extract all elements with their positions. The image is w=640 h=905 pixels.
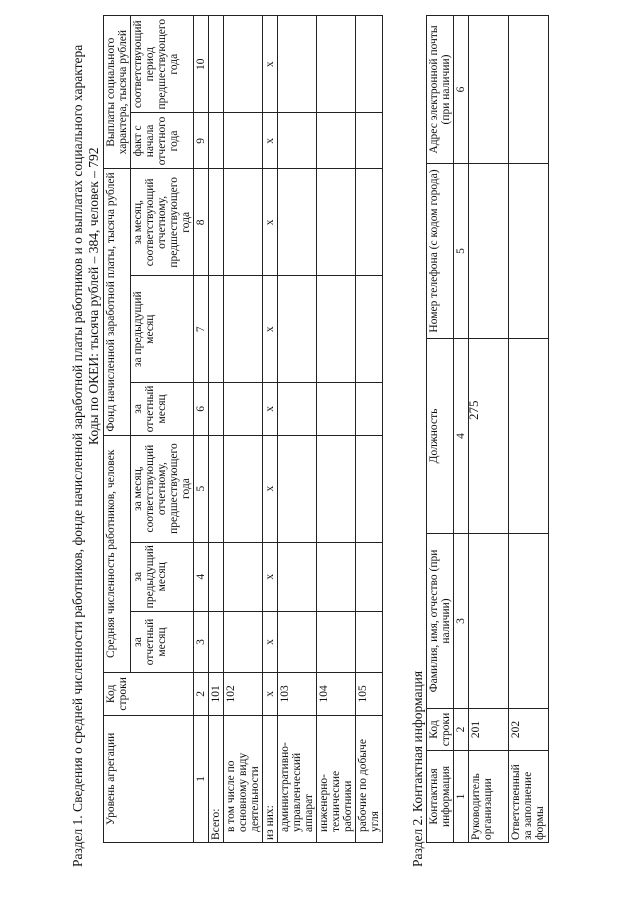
col-number: 9 (194, 113, 209, 169)
cell[interactable] (317, 276, 356, 383)
cell: х (263, 611, 278, 672)
section2-table (426, 15, 549, 843)
cell[interactable] (356, 16, 383, 113)
cell[interactable] (209, 383, 224, 436)
table-row (469, 16, 509, 843)
table-row (224, 16, 263, 843)
header-col8: за месяц, соответствующий отчетному, предшествующего года (131, 169, 194, 276)
cell: х (263, 169, 278, 276)
header-email: Адрес электронной почты (при наличии) (427, 16, 454, 164)
cell[interactable] (278, 611, 317, 672)
cell[interactable] (317, 16, 356, 113)
row-code: 201 (469, 709, 509, 751)
cell[interactable] (278, 169, 317, 276)
cell[interactable] (224, 169, 263, 276)
table-row (317, 16, 356, 843)
cell[interactable] (224, 383, 263, 436)
header-col10: соответствующий период предшествующего года (131, 16, 194, 113)
cell[interactable] (209, 542, 224, 611)
header-row-code: Код строки (427, 709, 454, 751)
cell: х (263, 383, 278, 436)
cell[interactable] (224, 542, 263, 611)
cell[interactable] (509, 164, 549, 339)
header-col7: за предыдущий месяц (131, 276, 194, 383)
page-number: 275 (466, 400, 481, 420)
col-number: 7 (194, 276, 209, 383)
cell[interactable] (356, 276, 383, 383)
row-label: инженерно-технические работники (317, 715, 356, 842)
row-code: 101 (209, 673, 224, 716)
cell[interactable] (209, 276, 224, 383)
cell[interactable] (356, 383, 383, 436)
cell[interactable] (278, 542, 317, 611)
col-number: 1 (194, 715, 209, 842)
cell: х (263, 542, 278, 611)
cell[interactable] (356, 169, 383, 276)
cell[interactable] (278, 276, 317, 383)
cell: х (263, 276, 278, 383)
header-row-code: Код строки (104, 673, 194, 716)
header-col5: за месяц, соответствующий отчетному, предшествующего года (131, 435, 194, 542)
cell: х (263, 435, 278, 542)
cell[interactable] (224, 113, 263, 169)
cell[interactable] (469, 164, 509, 339)
cell[interactable] (278, 383, 317, 436)
cell[interactable] (278, 16, 317, 113)
cell[interactable] (356, 611, 383, 672)
cell[interactable] (469, 16, 509, 164)
header-col3: за отчетный месяц (131, 611, 194, 672)
header-agg-level: Уровень агрегации (104, 715, 194, 842)
row-label: Руководитель организации (469, 751, 509, 843)
cell: х (263, 113, 278, 169)
cell[interactable] (469, 339, 509, 534)
cell[interactable] (224, 435, 263, 542)
cell[interactable] (356, 113, 383, 169)
cell[interactable] (317, 169, 356, 276)
cell[interactable] (317, 383, 356, 436)
cell[interactable] (224, 611, 263, 672)
header-col9: факт с начала отчетного года (131, 113, 194, 169)
cell[interactable] (356, 435, 383, 542)
row-label: рабочие по добыче угля (356, 715, 383, 842)
row-code: х (263, 673, 278, 716)
cell[interactable] (209, 611, 224, 672)
cell[interactable] (317, 113, 356, 169)
col-number: 5 (194, 435, 209, 542)
col-number: 2 (454, 709, 469, 751)
cell[interactable] (209, 113, 224, 169)
row-label: из них: (263, 715, 278, 842)
cell[interactable] (317, 611, 356, 672)
row-label: Всего: (209, 715, 224, 842)
col-number: 6 (194, 383, 209, 436)
cell[interactable] (278, 113, 317, 169)
cell[interactable] (278, 435, 317, 542)
header-avg-count: Средняя численность работников, человек (104, 435, 131, 672)
cell[interactable] (469, 534, 509, 709)
cell[interactable] (509, 16, 549, 164)
col-number: 3 (194, 611, 209, 672)
row-label: административно-управленческий аппарат (278, 715, 317, 842)
row-code: 202 (509, 709, 549, 751)
cell: х (263, 16, 278, 113)
cell[interactable] (317, 542, 356, 611)
cell[interactable] (356, 542, 383, 611)
table-row (356, 16, 383, 843)
section2-title: Раздел 2. Контактная информация (410, 670, 425, 867)
cell[interactable] (224, 16, 263, 113)
col-number: 5 (454, 164, 469, 339)
row-label: в том числе по основному виду деятельности (224, 715, 263, 842)
table-row (209, 16, 224, 843)
okei-codes: Коды по ОКЕИ: тысяча рублей – 384, человек – 792 (86, 147, 101, 445)
row-code: 103 (278, 673, 317, 716)
table-row (509, 16, 549, 843)
cell[interactable] (509, 339, 549, 534)
header-col4: за предыдущий месяц (131, 542, 194, 611)
table-row (263, 16, 278, 843)
col-number: 4 (194, 542, 209, 611)
cell[interactable] (209, 16, 224, 113)
section1-title: Раздел 1. Сведения о средней численности работников, фонде начисленной заработной платы работников и о выплатах социального характера (70, 44, 85, 867)
cell[interactable] (209, 169, 224, 276)
row-label: Ответственный за заполнение формы (509, 751, 549, 843)
row-code: 102 (224, 673, 263, 716)
header-fio: Фамилия, имя, отчество (при наличии) (427, 534, 454, 709)
col-number: 4 (454, 339, 469, 534)
cell[interactable] (209, 435, 224, 542)
row-code: 105 (356, 673, 383, 716)
header-phone: Номер телефона (с кодом города) (427, 164, 454, 339)
header-position: Должность (427, 339, 454, 534)
col-number: 1 (454, 751, 469, 843)
header-col6: за отчетный месяц (131, 383, 194, 436)
col-number: 3 (454, 534, 469, 709)
cell[interactable] (317, 435, 356, 542)
col-number: 2 (194, 673, 209, 716)
table-row (278, 16, 317, 843)
header-fund: Фонд начисленной заработной платы, тысяча рублей (104, 169, 131, 435)
row-code: 104 (317, 673, 356, 716)
cell[interactable] (224, 276, 263, 383)
header-contact: Контактная информация (427, 751, 454, 843)
col-number: 8 (194, 169, 209, 276)
col-number: 10 (194, 16, 209, 113)
col-number: 6 (454, 16, 469, 164)
cell[interactable] (509, 534, 549, 709)
header-social: Выплаты социального характера, тысяча рублей (104, 16, 131, 169)
section1-table (103, 15, 383, 843)
